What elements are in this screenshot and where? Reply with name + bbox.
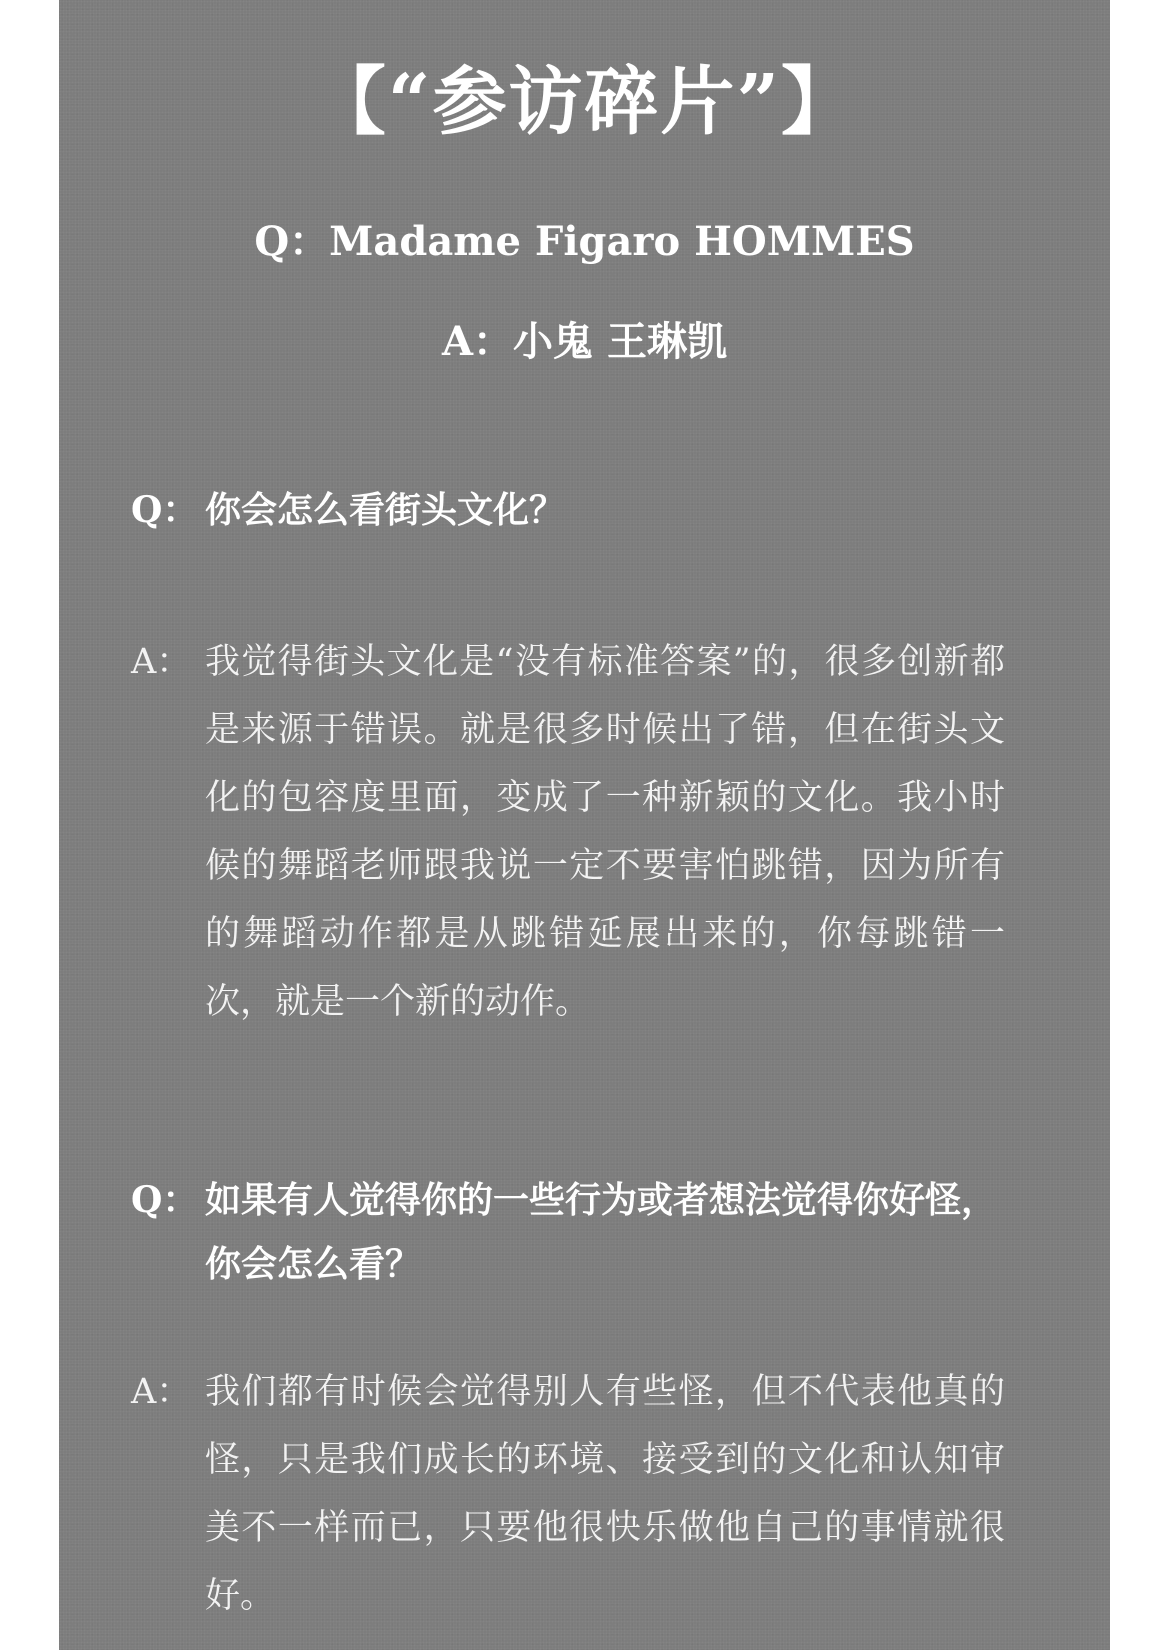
question-2-mark: Q： bbox=[131, 1179, 199, 1221]
question-2-text: 如果有人觉得你的一些行为或者想法觉得你好怪，你会怎么看？ bbox=[205, 1179, 998, 1285]
interviewee-credit: A：小鬼 王琳凯 bbox=[442, 318, 727, 365]
answer-1-text: 我觉得街头文化是“没有标准答案”的，很多创新都是来源于错误。就是很多时候出了错，但在街头文化的包容度里面，变成了一种新颖的文化。我小时候的舞蹈老师跟我说一定不要害怕跳错，因为所有的舞蹈动作都是从跳错延展出来的，你每跳错一次，就是一个新的动作。 bbox=[205, 642, 1005, 1022]
article-page bbox=[59, 0, 1110, 1650]
question-1-text: 你会怎么看街头文化？ bbox=[205, 489, 566, 531]
question-1-mark: Q： bbox=[131, 489, 199, 531]
interviewer-credit: Q：Madame Figaro HOMMES bbox=[254, 218, 915, 265]
question-2 bbox=[131, 1168, 1101, 1296]
answer-2 bbox=[131, 1358, 1101, 1630]
answer-2-text: 我们都有时候会觉得别人有些怪，但不代表他真的怪，只是我们成长的环境、接受到的文化和认知审美不一样而已，只要他很快乐做他自己的事情就很好。 bbox=[205, 1372, 1005, 1616]
question-1 bbox=[131, 478, 1101, 542]
answer-1 bbox=[131, 628, 1101, 1036]
answer-1-mark: A： bbox=[131, 642, 192, 682]
answer-2-mark: A： bbox=[131, 1372, 192, 1412]
page-title: 【“参访碎片”】 bbox=[311, 59, 858, 145]
